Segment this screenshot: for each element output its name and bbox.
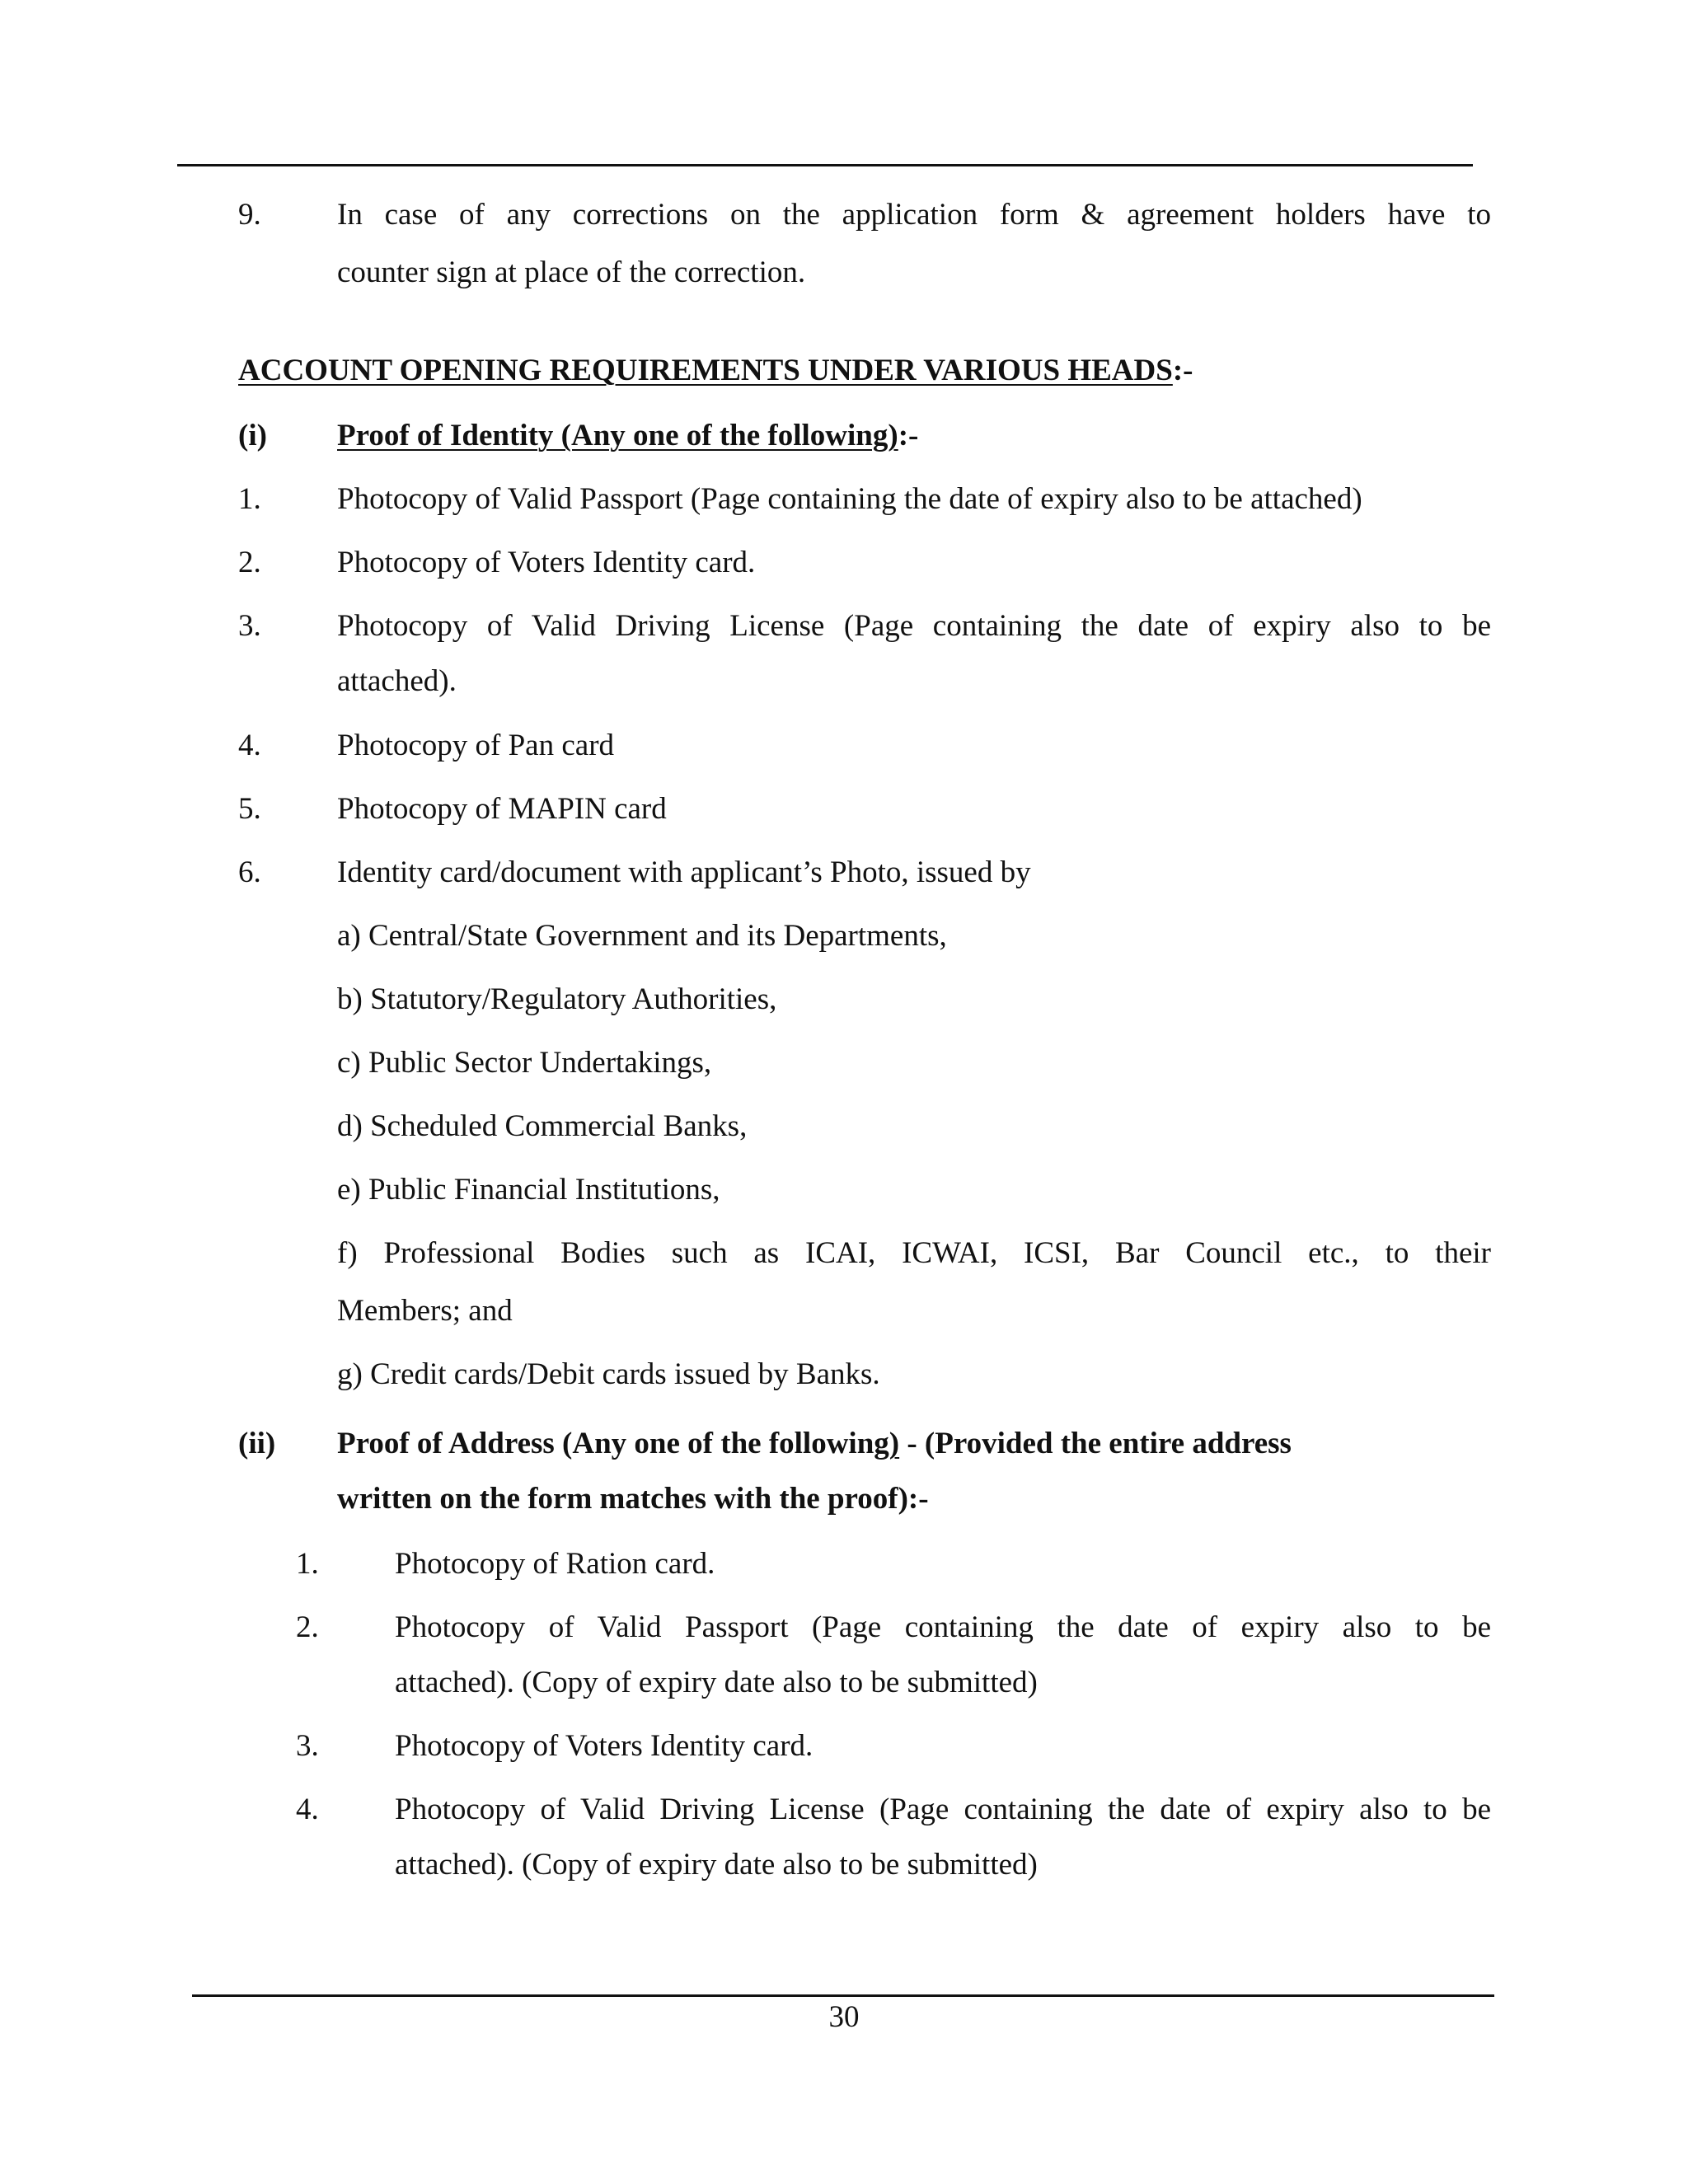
item-text: Photocopy of Valid Passport (Page containing the date of expiry also to be bbox=[395, 1610, 1491, 1644]
item-text: Photocopy of Valid Passport (Page containing the date of expiry also to be attached) bbox=[337, 482, 1362, 516]
sub-item-text: Members; and bbox=[337, 1294, 513, 1328]
address-title-continuation: written on the form matches with the proof):- bbox=[337, 1482, 929, 1516]
item-text: Photocopy of Valid Driving License (Page containing the date of expiry also to be bbox=[395, 1793, 1491, 1826]
sub-item-text: c) Public Sector Undertakings, bbox=[337, 1046, 712, 1080]
item-number: 3. bbox=[296, 1729, 319, 1763]
identity-number: (i) bbox=[238, 419, 267, 452]
item-number: 2. bbox=[296, 1610, 319, 1644]
item-number: 4. bbox=[238, 729, 261, 762]
item-text: Photocopy of Voters Identity card. bbox=[337, 546, 756, 579]
item-text: Identity card/document with applicant’s Photo, issued by bbox=[337, 855, 1031, 889]
item-text: attached). (Copy of expiry date also to be submitted) bbox=[395, 1848, 1038, 1882]
item-number: 4. bbox=[296, 1793, 319, 1826]
sub-item-text: f) Professional Bodies such as ICAI, ICWAI, ICSI, Bar Council etc., to their bbox=[337, 1236, 1491, 1270]
item-number: 2. bbox=[238, 546, 261, 579]
sub-item-text: e) Public Financial Institutions, bbox=[337, 1173, 720, 1207]
item-text: counter sign at place of the correction. bbox=[337, 255, 806, 289]
item-number: 3. bbox=[238, 609, 261, 643]
address-title-paren: ) bbox=[889, 1427, 900, 1460]
item-number: 5. bbox=[238, 792, 261, 826]
item-number: 6. bbox=[238, 855, 261, 889]
item-text: Photocopy of MAPIN card bbox=[337, 792, 667, 826]
identity-title-suffix: :- bbox=[898, 419, 919, 452]
section-heading-text: ACCOUNT OPENING REQUIREMENTS UNDER VARIOUS HEADS bbox=[238, 354, 1173, 387]
item-text: Photocopy of Voters Identity card. bbox=[395, 1729, 814, 1763]
item-text: Photocopy of Ration card. bbox=[395, 1547, 715, 1581]
item-text: attached). bbox=[337, 664, 457, 698]
item-text: Photocopy of Pan card bbox=[337, 729, 615, 762]
address-number: (ii) bbox=[238, 1427, 276, 1460]
item-number: 9. bbox=[238, 198, 261, 232]
item-number: 1. bbox=[238, 482, 261, 516]
header-rule bbox=[177, 164, 1473, 166]
sub-item-text: b) Statutory/Regulatory Authorities, bbox=[337, 982, 777, 1016]
item-number: 1. bbox=[296, 1547, 319, 1581]
address-title: Proof of Address (Any one of the following bbox=[337, 1427, 889, 1460]
sub-item-text: d) Scheduled Commercial Banks, bbox=[337, 1109, 748, 1143]
section-heading bbox=[238, 342, 1193, 400]
item-text: In case of any corrections on the application form & agreement holders have to bbox=[337, 198, 1491, 232]
address-title-provision: - (Provided the entire address bbox=[899, 1427, 1292, 1460]
item-text: attached). (Copy of expiry date also to be submitted) bbox=[395, 1666, 1038, 1699]
identity-title: Proof of Identity (Any one of the following) bbox=[337, 419, 898, 452]
sub-item-text: g) Credit cards/Debit cards issued by Banks. bbox=[337, 1357, 880, 1391]
item-text: Photocopy of Valid Driving License (Page containing the date of expiry also to be bbox=[337, 609, 1491, 643]
section-heading-suffix: :- bbox=[1172, 354, 1193, 387]
sub-item-text: a) Central/State Government and its Departments, bbox=[337, 919, 947, 953]
page-number: 30 bbox=[828, 2000, 860, 2034]
